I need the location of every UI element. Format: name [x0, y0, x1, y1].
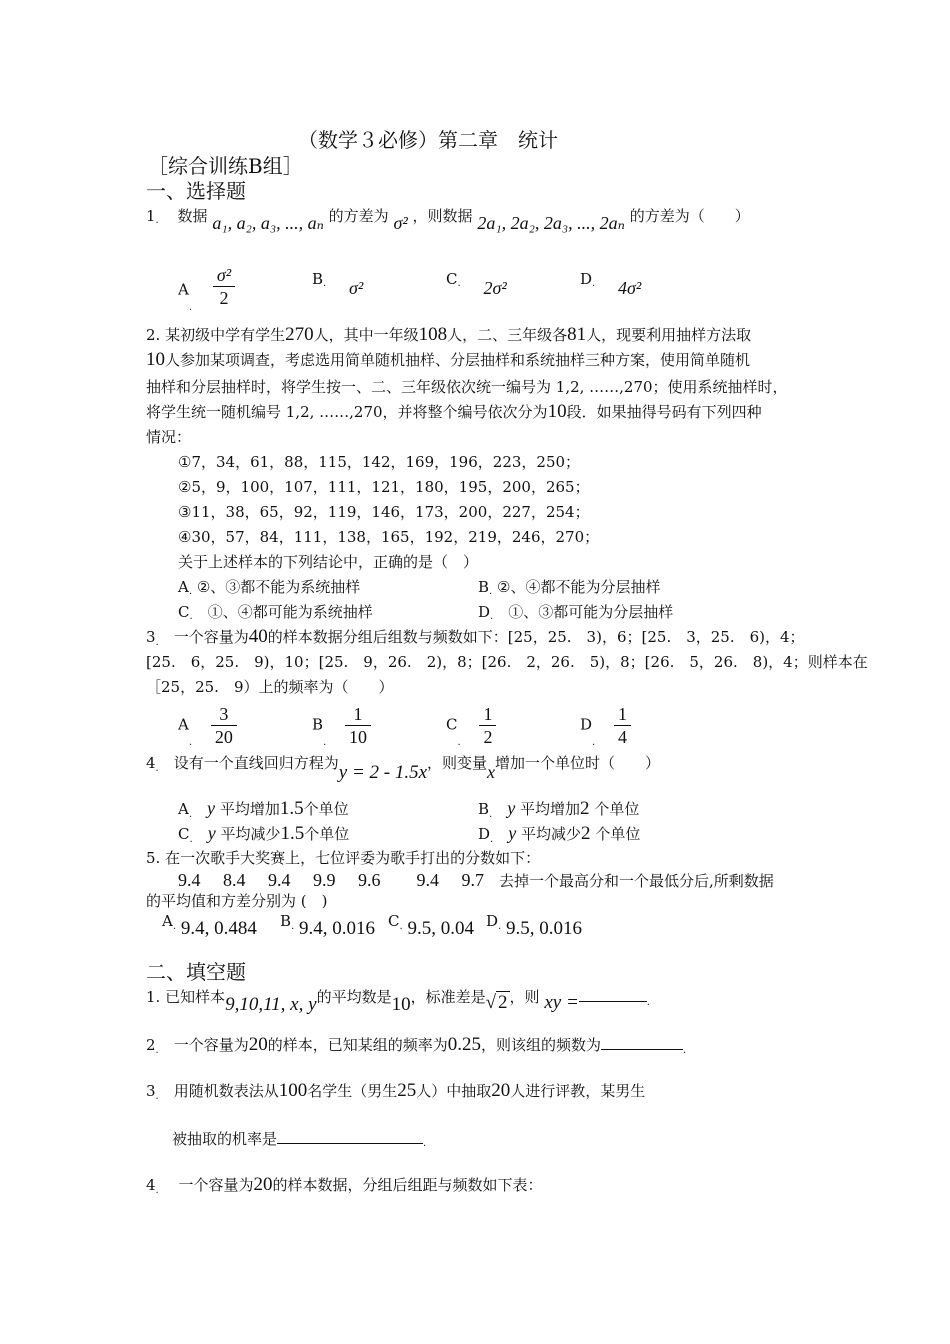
q5-option-d[interactable]: D. 9.5, 0.016 [486, 912, 582, 939]
fill-question-4: 4. 一个容量为20的样本数据，分组后组距与频数如下表： [146, 1174, 543, 1196]
q2-ask: 关于上述样本的下列结论中，正确的是（ ） [178, 553, 479, 571]
q3-line-3: ［25，25. 9）上的频率为（ ） [146, 678, 394, 696]
answer-blank-2[interactable] [601, 1049, 683, 1050]
q3-line-1: 3. 一个容量为40的样本数据分组后组数与频数如下：[25，25. 3)，6；[25. 3，25. 6)，4； [146, 626, 805, 648]
q1-option-a-fraction: $\frac{\text{σ²}}{2}$ [213, 264, 235, 309]
q1-text-a: 数据 [177, 207, 208, 225]
page-subtitle: ［综合训练B组］ [148, 154, 303, 178]
q1-option-a[interactable]: A. $\frac{\text{σ²}}{2}$ [178, 268, 235, 313]
fill-question-2: 2. 一个容量为20的样本，已知某组的频率为0.25，则该组的频数为 . [146, 1034, 687, 1056]
q5-line-1: 5. 在一次歌手大奖赛上，七位评委为歌手打出的分数如下： [146, 849, 541, 867]
q2-case-2: ②5，9，100，107，111，121，180，195，200，265； [178, 478, 590, 496]
q2-line-5: 情况： [146, 428, 192, 446]
answer-blank-3[interactable] [277, 1143, 423, 1144]
sqrt-symbol: √ 2 [485, 992, 508, 1013]
q1-text-c: ，则数据 [412, 207, 473, 225]
q1-data-b: 2a₁, 2a₂, 2a₃, ..., 2aₙ [477, 213, 625, 233]
q3-option-b-fraction: $\frac{1}{10}$ [345, 703, 371, 748]
q2-line-2: 10人参加某项调查，考虑选用简单随机抽样、分层抽样和系统抽样三种方案，使用简单随机 [146, 349, 751, 370]
q2-option-d[interactable]: D. ①、③都可能为分层抽样 [478, 603, 674, 622]
q2-option-b[interactable]: B. ②、④都不能为分层抽样 [478, 578, 661, 597]
q2-option-a[interactable]: A. ②、③都不能为系统抽样 [178, 578, 361, 597]
q5-scores: 9.4 8.4 9.4 9.9 9.6 9.4 9.7 [178, 870, 484, 890]
q1-option-d[interactable]: D. 4σ² [580, 270, 642, 298]
q5-option-b[interactable]: B. 9.4, 0.016 [280, 912, 375, 939]
q4-option-c[interactable]: C. y 平均减少1.5个单位 [178, 823, 350, 845]
q3-option-d-fraction: $\frac{1}{4}$ [614, 703, 631, 748]
section-heading-choice: 一、选择题 [146, 179, 246, 203]
q2-option-c[interactable]: C. ①、④都可能为系统抽样 [178, 603, 373, 622]
q2-case-3: ③11，38，65，92，119，146，173，200，227，254； [178, 503, 590, 521]
q2-case-1: ①7，34，61，88，115，142，169，196，223，250； [178, 453, 581, 471]
q1-option-c[interactable]: C. 2σ² [446, 270, 507, 298]
q2-line-3: 抽样和分层抽样时，将学生按一、二、三年级依次统一编号为 1,2, ……,270；使用系统抽样时， [146, 378, 788, 396]
q3-option-b[interactable]: B. $\frac{1}{10}$ [312, 703, 371, 748]
q3-option-a[interactable]: A. $\frac{3}{20}$ [178, 703, 237, 748]
fill-question-1: 1. 已知样本9,10,11, x, y的平均数是10，标准差是√ 2 ，则 xy = . [146, 988, 650, 1015]
fill-question-3: 3. 用随机数表法从100名学生（男生25人）中抽取20人进行评教，某男生 [146, 1080, 646, 1102]
q1-text-b: 的方差为 [328, 207, 389, 225]
q1-option-b[interactable]: B. σ² [312, 270, 364, 298]
q4-option-a[interactable]: A. y 平均增加1.5个单位 [178, 798, 349, 820]
q2-line-4: 将学生统一随机编号 1,2, ……,270，并将整个编号依次分为10段．如果抽得号码有下列四种 [146, 401, 762, 422]
section-heading-fill: 二、填空题 [146, 960, 246, 984]
q5-option-a[interactable]: A. 9.4, 0.484 [162, 912, 257, 939]
q4-equation: y = 2 - 1.5x [338, 762, 428, 783]
q3-option-a-fraction: $\frac{3}{20}$ [211, 703, 237, 748]
q5-option-c[interactable]: C. 9.5, 0.04 [388, 912, 474, 939]
q1-data-a: a₁, a₂, a₃, ..., aₙ [212, 213, 324, 233]
q3-option-c-fraction: $\frac{1}{2}$ [479, 703, 496, 748]
fill-question-3-line-2: 被抽取的机率是 . [172, 1130, 427, 1149]
q1-sigma: σ² [393, 213, 408, 233]
q3-line-2: [25. 6，25. 9)，10；[25. 9，26. 2)，8；[26. 2，26. 5)，8；[26. 5，26. 8)，4；则样本在 [146, 653, 868, 671]
q2-case-4: ④30，57，84，111，138，165，192，219，246，270； [178, 528, 600, 546]
q5-line-3: 的平均值和方差分别为 ( ) [146, 892, 328, 910]
q4-option-d[interactable]: D. y 平均减少2 个单位 [478, 823, 641, 845]
q3-option-d[interactable]: D. $\frac{1}{4}$ [580, 703, 631, 748]
question-number: 1 [146, 207, 156, 225]
page-title: （数学３必修）第二章 统计 [298, 128, 558, 152]
question-1: 1. 数据 a₁, a₂, a₃, ..., aₙ 的方差为 σ² ，则数据 2a₁, 2a₂, 2a₃, ..., 2aₙ 的方差为（ ） [146, 207, 750, 233]
q1-text-d: 的方差为（ ） [629, 207, 750, 225]
q4-stem: 4. 设有一个直线回归方程为y = 2 - 1.5x，则变量x增加一个单位时（ ） [146, 754, 661, 783]
q4-option-b[interactable]: B. y 平均增加2 个单位 [478, 798, 640, 820]
q3-option-c[interactable]: C. $\frac{1}{2}$ [446, 703, 496, 748]
answer-blank-1[interactable] [579, 1001, 647, 1002]
q2-line-1: 2. 某初级中学有学生270人，其中一年级108人，二、三年级各81人，现要利用抽样方法取 [146, 324, 752, 345]
q5-line-2: 9.4 8.4 9.4 9.9 9.6 9.4 9.7 去掉一个最高分和一个最低分后,所剩数据 [178, 870, 774, 890]
